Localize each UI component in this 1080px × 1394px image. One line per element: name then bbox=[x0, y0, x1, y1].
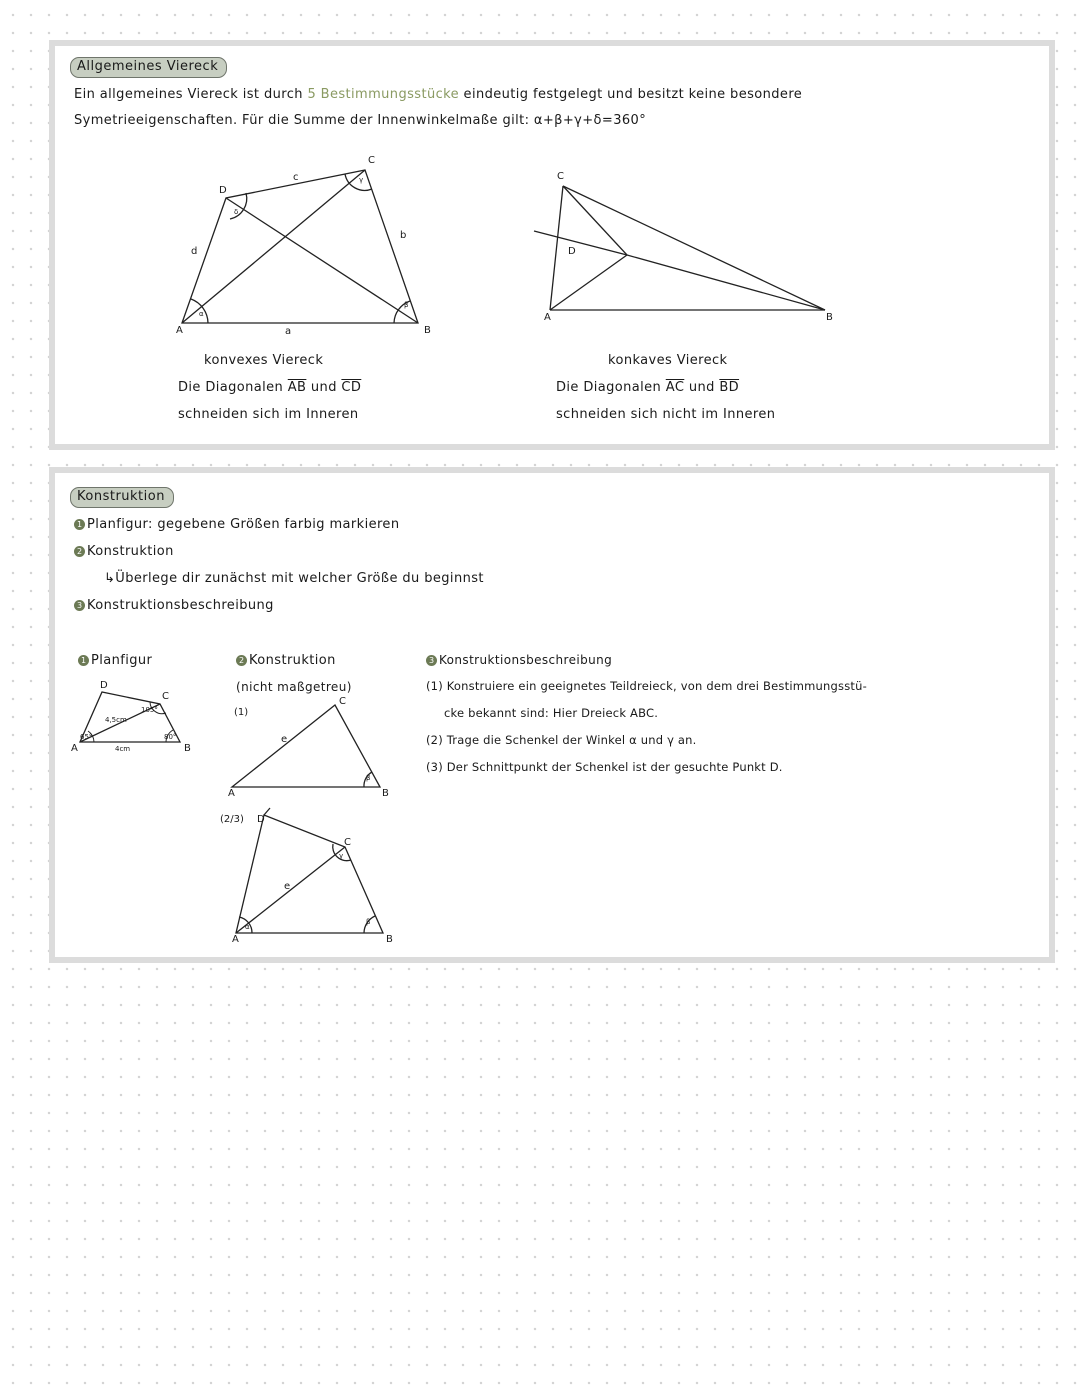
intro-line-1: Ein allgemeines Viereck ist durch 5 Bestimmungsstücke eindeutig festgelegt und besitzt keine besondere bbox=[74, 87, 803, 102]
concave-line-cd bbox=[563, 186, 627, 255]
concave-label-a: A bbox=[544, 312, 551, 323]
concave-side-ac bbox=[550, 186, 563, 310]
step23-label-e: e bbox=[284, 881, 291, 892]
concave-label-c: C bbox=[557, 171, 564, 182]
step23-label-d: D bbox=[257, 814, 265, 825]
step1-label-a: A bbox=[228, 788, 235, 799]
convex-side-a: a bbox=[285, 326, 292, 337]
beschreibung-line-2: cke bekannt sind: Hier Dreieck ABC. bbox=[444, 706, 659, 720]
konstruktion-step-1: (1) bbox=[234, 707, 249, 718]
beschreibung-line-3: (2) Trage die Schenkel der Winkel α und γ an. bbox=[426, 733, 697, 747]
convex-beta: β bbox=[404, 301, 409, 309]
planfigur-alpha: 65° bbox=[80, 733, 93, 741]
convex-side-d: d bbox=[191, 246, 198, 257]
beschreibung-title: 3 Konstruktionsbeschreibung bbox=[426, 654, 612, 666]
step-3: 3 Konstruktionsbeschreibung bbox=[74, 599, 274, 612]
convex-text-1: Die Diagonalen $\overline{AB}$ und $\overline{CD}$ bbox=[178, 380, 362, 395]
convex-gamma: γ bbox=[359, 176, 364, 184]
concave-text-1: Die Diagonalen $\overline{AC}$ und $\overline{BD}$ bbox=[556, 380, 740, 395]
concave-label-b: B bbox=[826, 312, 833, 323]
planfigur-label-a: A bbox=[71, 743, 78, 754]
planfigur-title: 1 Planfigur bbox=[78, 654, 152, 667]
convex-text-2: schneiden sich im Inneren bbox=[178, 407, 359, 422]
planfigur-side-ab: 4cm bbox=[115, 745, 131, 753]
step1-label-b: B bbox=[382, 788, 389, 799]
planfigur-label-b: B bbox=[184, 743, 191, 754]
intro-line-2: Symetrieeigenschaften. Für die Summe der Innenwinkelmaße gilt: α+β+γ+δ=360° bbox=[74, 113, 647, 128]
step-1: 1 Planfigur: gegebene Größen farbig markieren bbox=[74, 518, 399, 531]
convex-delta: δ bbox=[234, 208, 239, 216]
planfigur-diagonal-length: 4,5cm bbox=[105, 716, 127, 724]
convex-label-c: C bbox=[368, 155, 375, 166]
konstruktion-step23-figure bbox=[230, 805, 400, 940]
convex-label-b: B bbox=[424, 325, 431, 336]
convex-label-a: A bbox=[176, 325, 183, 336]
beschreibung-line-1: (1) Konstruiere ein geeignetes Teildreieck, von dem drei Bestimmungsstü- bbox=[426, 679, 867, 693]
section-heading-construction: Konstruktion bbox=[70, 487, 174, 508]
konstruktion-title: 2 Konstruktion bbox=[236, 654, 336, 667]
convex-quadrilateral-figure bbox=[170, 160, 450, 340]
convex-side-b: b bbox=[400, 230, 407, 241]
convex-title: konvexes Viereck bbox=[204, 353, 324, 368]
concave-title: konkaves Viereck bbox=[608, 353, 728, 368]
konstruktion-step1-figure bbox=[226, 700, 396, 800]
concave-line-ad bbox=[550, 255, 627, 310]
konstruktion-subtitle: (nicht maßgetreu) bbox=[236, 680, 352, 694]
planfigur-gamma: 105° bbox=[141, 706, 158, 714]
step1-label-c: C bbox=[339, 696, 346, 707]
step1-triangle bbox=[232, 705, 380, 787]
convex-side-c: c bbox=[293, 172, 299, 183]
konstruktion-step-23: (2/3) bbox=[220, 814, 244, 825]
convex-label-d: D bbox=[219, 185, 227, 196]
concave-extension-line bbox=[534, 231, 627, 255]
step-2: 2 Konstruktion bbox=[74, 545, 174, 558]
convex-diagonal-bd bbox=[226, 198, 418, 323]
planfigur-label-d: D bbox=[100, 680, 108, 691]
step23-diagonal-e bbox=[236, 847, 345, 933]
step23-alpha: α bbox=[245, 923, 250, 931]
planfigur-beta: 80° bbox=[164, 733, 177, 741]
planfigur-label-c: C bbox=[162, 691, 169, 702]
concave-text-2: schneiden sich nicht im Inneren bbox=[556, 407, 776, 422]
step23-label-a: A bbox=[232, 934, 239, 945]
step23-label-b: B bbox=[386, 934, 393, 945]
convex-alpha: α bbox=[199, 310, 204, 318]
step-2-hint: ↳Überlege dir zunächst mit welcher Größe du beginnst bbox=[104, 571, 484, 586]
step23-beta: β bbox=[366, 918, 371, 926]
step1-beta: β bbox=[366, 774, 371, 782]
step1-label-e: e bbox=[281, 734, 288, 745]
step23-gamma: γ bbox=[339, 852, 344, 860]
beschreibung-line-4: (3) Der Schnittpunkt der Schenkel ist der gesuchte Punkt D. bbox=[426, 760, 783, 774]
step23-label-c: C bbox=[344, 837, 351, 848]
section-heading-general-quadrilateral: Allgemeines Viereck bbox=[70, 57, 227, 78]
concave-label-d: D bbox=[568, 246, 576, 257]
